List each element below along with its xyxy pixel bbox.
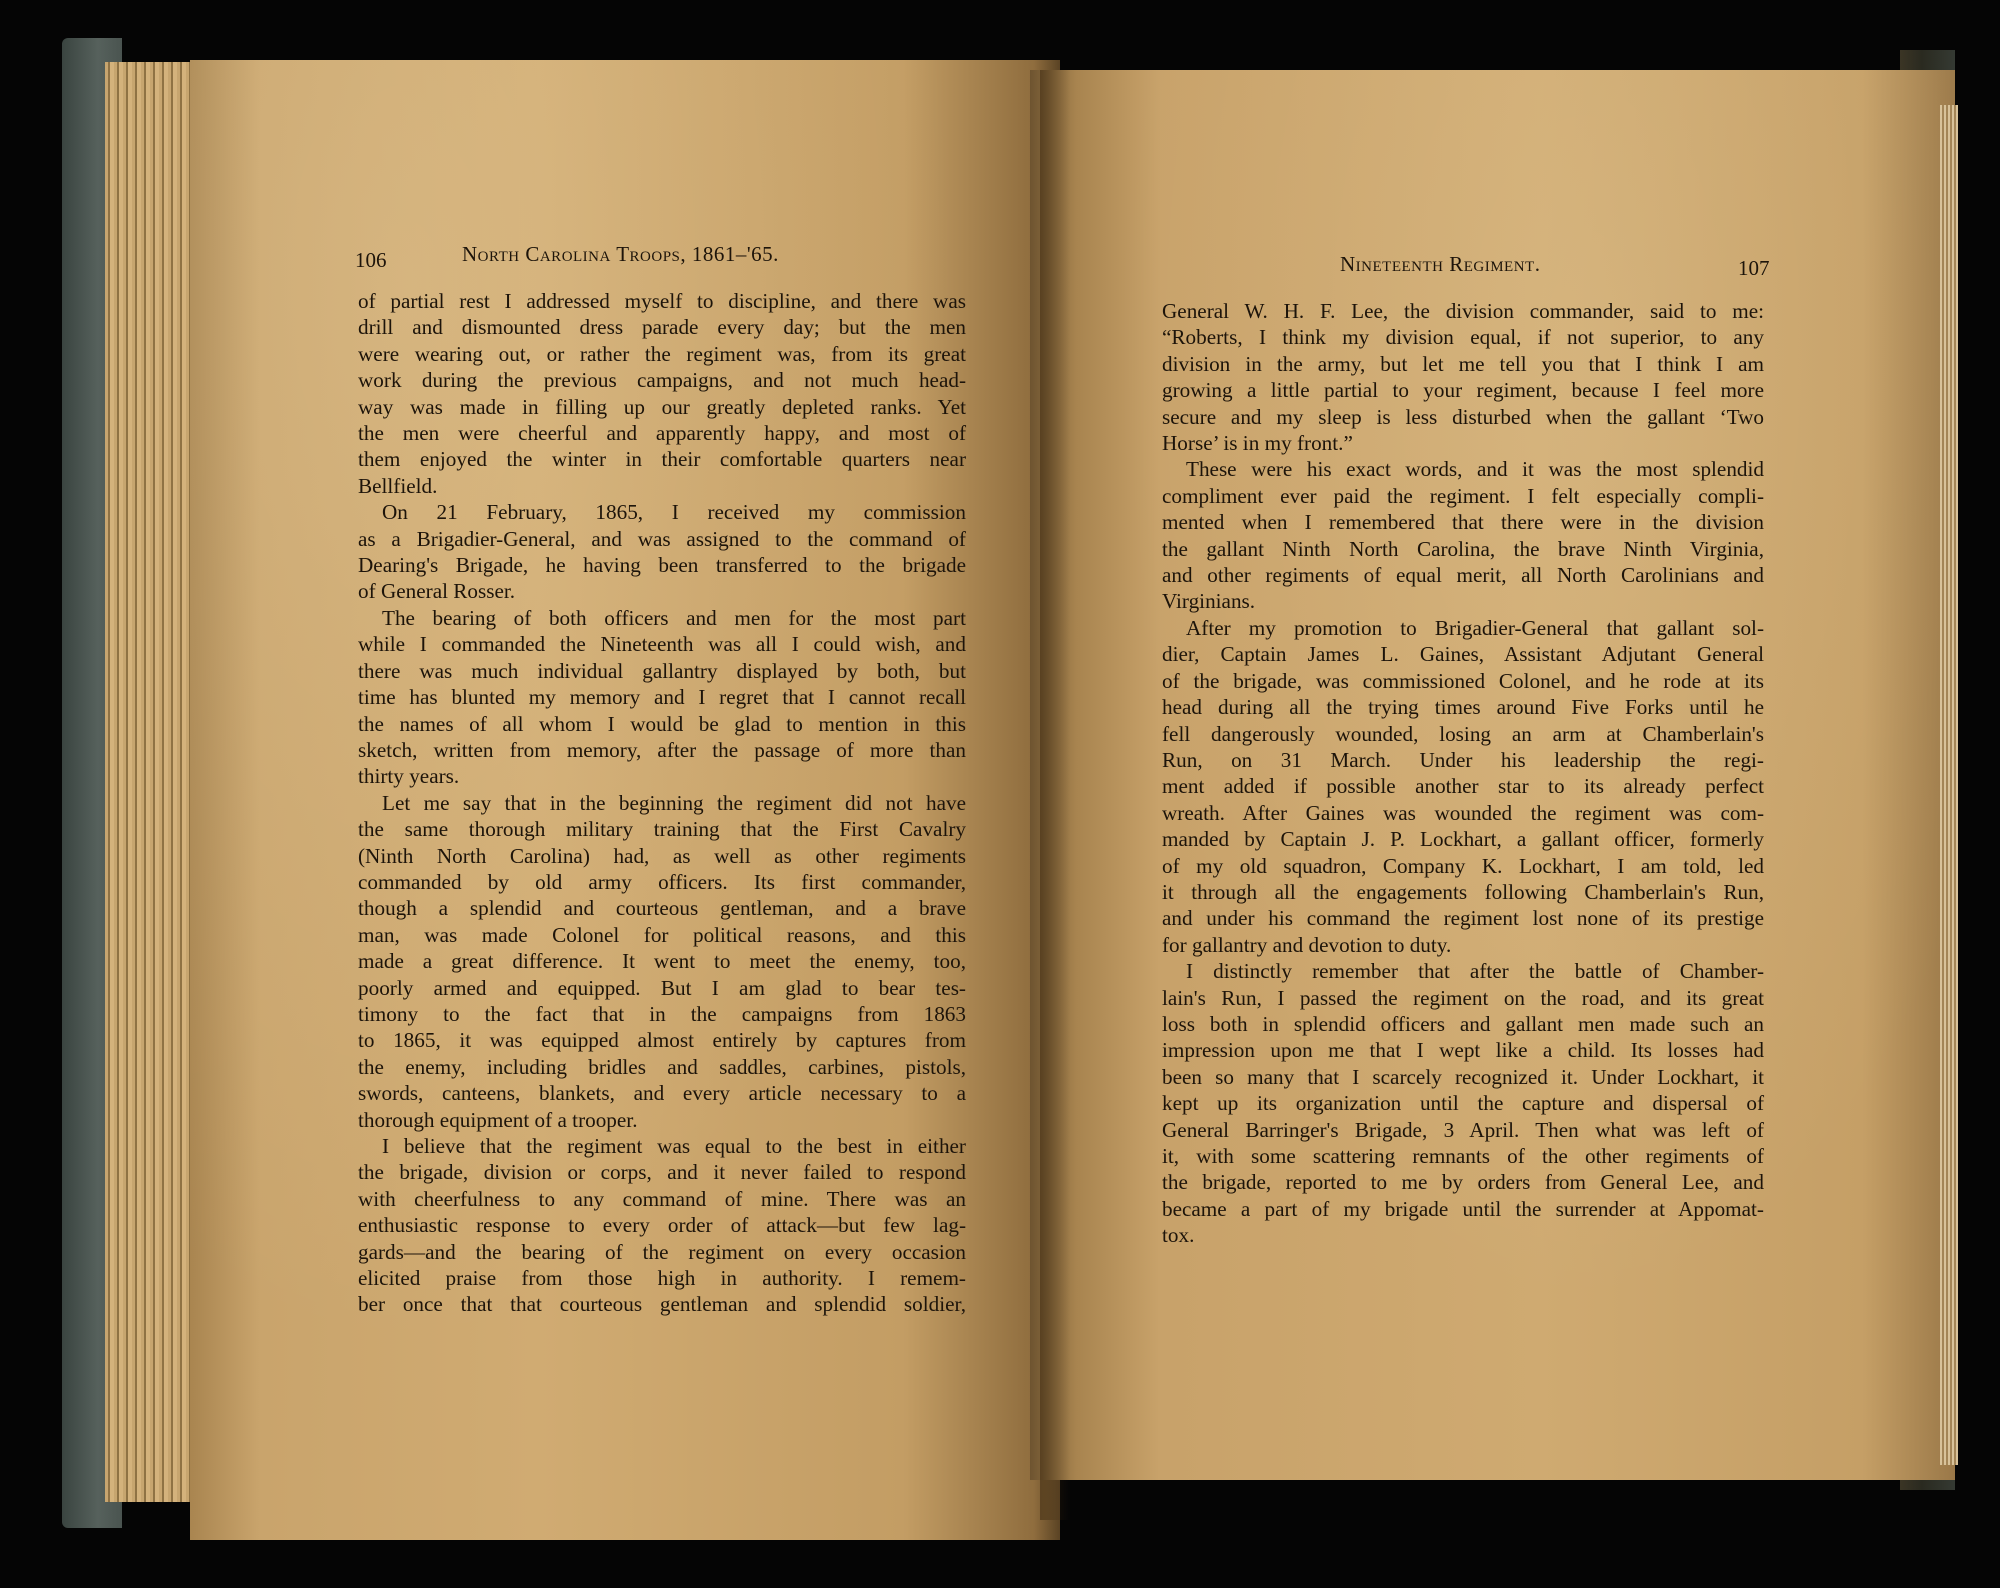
text-line: the men were cheerful and apparently happy, and most of [358,421,966,446]
text-line: the enemy, including bridles and saddles, carbines, pistols, [358,1054,966,1079]
text-line: timony to the fact that in the campaigns from 1863 [358,1001,966,1026]
page-edges-right [1940,105,1958,1465]
text-line: secure and my sleep is less disturbed when the gallant ‘Two [1162,404,1764,429]
text-line: thirty years. [358,764,460,789]
running-head-right: Nineteenth Regiment. [1340,252,1541,276]
text-line: it, with some scattering remnants of the other regiments of [1162,1144,1764,1168]
text-line: drill and dismounted dress parade every day; but the men [358,315,966,340]
text-line: there was much individual gallantry displayed by both, but [358,658,966,683]
text-line: and under his command the regiment lost none of its prestige [1162,906,1764,931]
text-line: Dearing's Brigade, he having been transferred to the brigade [358,553,966,578]
text-line: way was made in filling up our greatly depleted ranks. Yet [358,394,966,419]
text-line: On 21 February, 1865, I received my commission [382,500,966,525]
running-head-left: North Carolina Troops, 1861–'65. [462,242,779,266]
text-line: time has blunted my memory and I regret that I cannot recall [358,685,966,710]
text-line: General W. H. F. Lee, the division commander, said to me: [1162,299,1764,323]
text-line: man, was made Colonel for political reasons, and this [358,922,966,947]
text-line: gards—and the bearing of the regiment on every occasion [358,1239,966,1264]
text-line: After my promotion to Brigadier-General that gallant sol- [1186,615,1764,640]
text-line: ment added if possible another star to its already perfect [1162,774,1764,799]
text-line: them enjoyed the winter in their comfortable quarters near [358,447,966,472]
text-line: of the brigade, was commissioned Colonel, and he rode at its [1162,668,1764,693]
text-line: commanded by old army officers. Its first commander, [358,869,966,894]
text-line: been so many that I scarcely recognized it. Under Lockhart, it [1162,1064,1764,1089]
book-gutter [1040,70,1070,1520]
text-line: mented when I remembered that there were in the division [1162,510,1764,535]
text-line: were wearing out, or rather the regiment was, from its great [358,341,966,366]
text-line: thorough equipment of a trooper. [358,1107,638,1132]
text-line: the gallant Ninth North Carolina, the brave Ninth Virginia, [1162,536,1764,561]
text-line: and other regiments of equal merit, all North Carolinians and [1162,563,1764,588]
text-line: of General Rosser. [358,579,516,604]
text-line: loss both in splendid officers and gallant men made such an [1162,1011,1764,1036]
text-line: kept up its organization until the capture and dispersal of [1162,1091,1764,1116]
text-line: impression upon me that I wept like a child. Its losses had [1162,1038,1764,1063]
text-line: while I commanded the Nineteenth was all I could wish, and [358,632,966,657]
page-number-left: 106 [355,248,387,272]
text-line: The bearing of both officers and men for the most part [382,605,966,630]
text-line: growing a little partial to your regiment, because I feel more [1162,378,1764,403]
text-line: the brigade, division or corps, and it never failed to respond [358,1160,966,1185]
text-line: with cheerfulness to any command of mine. There was an [358,1186,966,1211]
left-page [190,60,1060,1540]
text-line: Virginians. [1162,589,1256,614]
text-line: Run, on 31 March. Under his leadership the regi- [1162,747,1764,772]
text-line: became a part of my brigade until the surrender at Appomat- [1162,1196,1764,1221]
text-line: enthusiastic response to every order of attack—but few lag- [358,1213,966,1238]
text-line: General Barringer's Brigade, 3 April. Then what was left of [1162,1117,1764,1142]
text-line: lain's Run, I passed the regiment on the road, and its great [1162,985,1764,1010]
text-line: wreath. After Gaines was wounded the regiment was com- [1162,800,1764,825]
text-line: the names of all whom I would be glad to mention in this [358,711,966,736]
text-line: division in the army, but let me tell you that I think I am [1162,351,1764,376]
text-line: work during the previous campaigns, and not much head- [358,368,966,393]
text-line: though a splendid and courteous gentleman, and a brave [358,896,966,921]
text-line: the brigade, reported to me by orders from General Lee, and [1162,1170,1764,1195]
text-line: Horse’ is in my front.” [1162,431,1353,456]
text-line: elicited praise from those high in authority. I remem- [358,1266,966,1291]
text-line: ber once that that courteous gentleman and splendid soldier, [358,1292,966,1317]
text-line: tox. [1162,1223,1195,1248]
text-line: head during all the trying times around Five Forks until he [1162,695,1764,720]
text-line: These were his exact words, and it was the most splendid [1186,457,1764,482]
text-line: as a Brigadier-General, and was assigned to the command of [358,526,966,551]
text-line: compliment ever paid the regiment. I felt especially compli- [1162,483,1764,508]
text-line: “Roberts, I think my division equal, if not superior, to any [1162,325,1764,350]
text-line: the same thorough military training that the First Cavalry [358,817,966,842]
text-line: made a great difference. It went to meet the enemy, too, [358,949,966,974]
text-line: manded by Captain J. P. Lockhart, a gallant officer, formerly [1162,827,1764,852]
left-page-text [358,288,966,1318]
right-page [1030,70,1955,1480]
text-line: Bellfield. [358,473,438,498]
text-line: (Ninth North Carolina) had, as well as other regiments [358,843,966,868]
text-line: for gallantry and devotion to duty. [1162,932,1452,957]
text-line: swords, canteens, blankets, and every article necessary to a [358,1081,966,1106]
text-line: to 1865, it was equipped almost entirely by captures from [358,1028,966,1053]
right-page-text [1162,298,1764,1249]
text-line: of my old squadron, Company K. Lockhart, I am told, led [1162,853,1764,878]
text-line: poorly armed and equipped. But I am glad to bear tes- [358,975,966,1000]
text-line: fell dangerously wounded, losing an arm at Chamberlain's [1162,721,1764,746]
text-line: it through all the engagements following Chamberlain's Run, [1162,879,1764,904]
text-line: of partial rest I addressed myself to discipline, and there was [358,289,966,313]
text-line: Let me say that in the beginning the regiment did not have [382,790,966,815]
text-line: sketch, written from memory, after the passage of more than [358,737,966,762]
text-line: I believe that the regiment was equal to the best in either [382,1134,966,1158]
text-line: dier, Captain James L. Gaines, Assistant Adjutant General [1162,642,1764,667]
page-number-right: 107 [1738,256,1770,280]
text-line: I distinctly remember that after the battle of Chamber- [1186,959,1764,984]
